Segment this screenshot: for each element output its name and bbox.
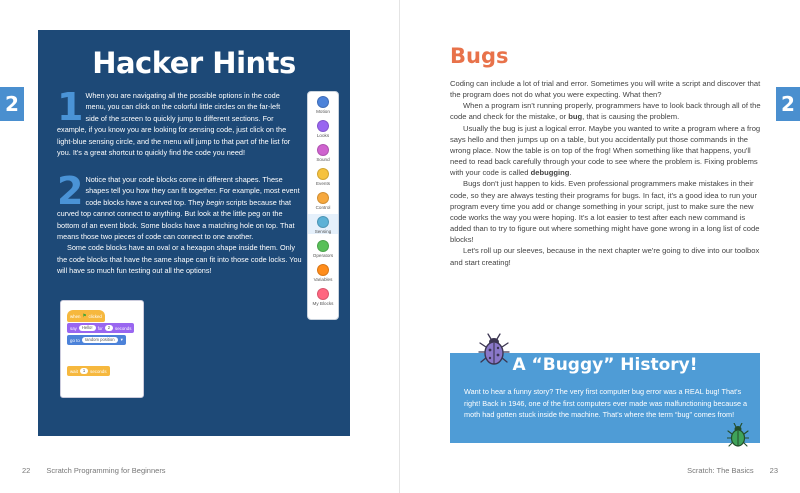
events-circle-icon [317,168,329,180]
chapter-tab-right: 2 [776,87,800,121]
buggy-history-text: Want to hear a funny story? The very first computer bug error was a REAL bug! That's right! Back in 1946, one of the first computers ever made was malfunctioning because a moth had gotten stuck inside the machine. That's where the term “bug” comes from! [464,387,748,420]
hint-number-2: 2 [57,169,84,213]
go-to-block: go to random position ▾ [67,335,126,345]
hint-2 [57,169,303,277]
footer-left [22,466,166,475]
operators-circle-icon [317,240,329,252]
panel-title: Hacker Hints [92,46,296,80]
category-looks[interactable]: Looks [308,120,338,138]
paragraph-1: Coding can include a lot of trial and error. Sometimes you will write a script and discover that the program does not do what you were expecting. What then? [450,79,761,100]
term-bug: bug [568,112,583,122]
category-operators[interactable]: Operators [308,240,338,258]
hint-1 [57,85,295,158]
hint-2-emphasis: begin [206,197,225,207]
hint-number-1: 1 [57,85,84,129]
page-number-left: 22 [22,466,31,475]
hint-2-text-continued: Some code blocks have an oval or a hexagon shape inside them. Only the code blocks that have the same shape can fit into those code locks. You will have so much fun testing out all the options! [57,243,302,276]
buggy-history-title: A “Buggy” History! [512,355,698,375]
category-menu [307,91,339,320]
looks-circle-icon [317,120,329,132]
section-title: Bugs [450,44,509,68]
footer-right [687,466,778,475]
hint-1-text: When you are navigating all the possible options in the code menu, you can click on the colorful little circles on the far-left side of the screen to quickly jump to different sections. For example, if you know you are looking for sensing code, just click on the light-blue sensing circle, and the menu will jump to that part of the list for you. It's a great shortcut to quickly find the code you need! [57,91,291,158]
when-flag-clicked-block: when ⚑ clicked [67,310,105,322]
green-bug-icon [727,423,749,449]
wait-seconds-block: wait 1 seconds [67,366,110,376]
page-gutter [399,0,400,493]
category-motion[interactable]: Motion [308,96,338,114]
beetle-icon [478,333,510,367]
category-sensing[interactable]: Sensing [308,214,338,234]
variables-circle-icon [317,264,329,276]
dropdown-icon: ▾ [120,337,123,342]
category-events[interactable]: Events [308,168,338,186]
term-debugging: debugging [530,168,570,178]
sensing-circle-icon [317,216,329,228]
bugs-body [450,78,764,268]
code-blocks-example [60,300,144,398]
page-number-right: 23 [769,466,778,475]
my-blocks-circle-icon [317,288,329,300]
category-sound[interactable]: Sound [308,144,338,162]
paragraph-3: Usually the bug is just a logical error. Maybe you wanted to write a program where a frog says hello and then jumps up on a table, but you accidentally put those commands in the wrong place. Now the table is on top of the frog! When something like that happens, you'll need to read back carefully through your code to see where the problem is. Fixing problems with your code is called debugging. [450,123,761,178]
footer-chapter-title: Scratch: The Basics [687,466,754,475]
hacker-hints-panel [38,30,350,436]
say-for-seconds-block: say Hello! for 2 seconds [67,323,134,333]
category-variables[interactable]: Variables [308,264,338,282]
motion-circle-icon [317,96,329,108]
sound-circle-icon [317,144,329,156]
category-control[interactable]: Control [308,192,338,210]
green-flag-icon: ⚑ [82,313,87,318]
footer-book-title: Scratch Programming for Beginners [46,466,166,475]
hint-2-text: Notice that your code blocks come in different shapes. These shapes tell you how they can fit together. For example, most event code blocks have a curved top. They begin scripts because that curved top cannot connect to anything. But look at the little peg on the bottom of an event block. Some blocks have a matching hole on top. That means those two pieces of code can connect to one another. [57,175,300,242]
chapter-tab-left: 2 [0,87,24,121]
control-circle-icon [317,192,329,204]
paragraph-2: When a program isn't running properly, programmers have to look back through all of the code and check for the mistake, or bug, that is causing the problem. [450,101,761,122]
category-my-blocks[interactable]: My Blocks [308,288,338,306]
paragraph-5: Let's roll up our sleeves, because in the next chapter we're going to dive into our toolbox and start creating! [450,246,760,267]
paragraph-4: Bugs don't just happen to kids. Even professional programmers make mistakes in their code, so they are always testing their programs for bugs. In fact, it's a good idea to run your program every time you add or change something in your script, just to make sure the new code works the way you were hoping. It's a lot easier to test after each new command is added than to try to figure out where something might have gone wrong in a long list of code blocks! [450,179,760,245]
